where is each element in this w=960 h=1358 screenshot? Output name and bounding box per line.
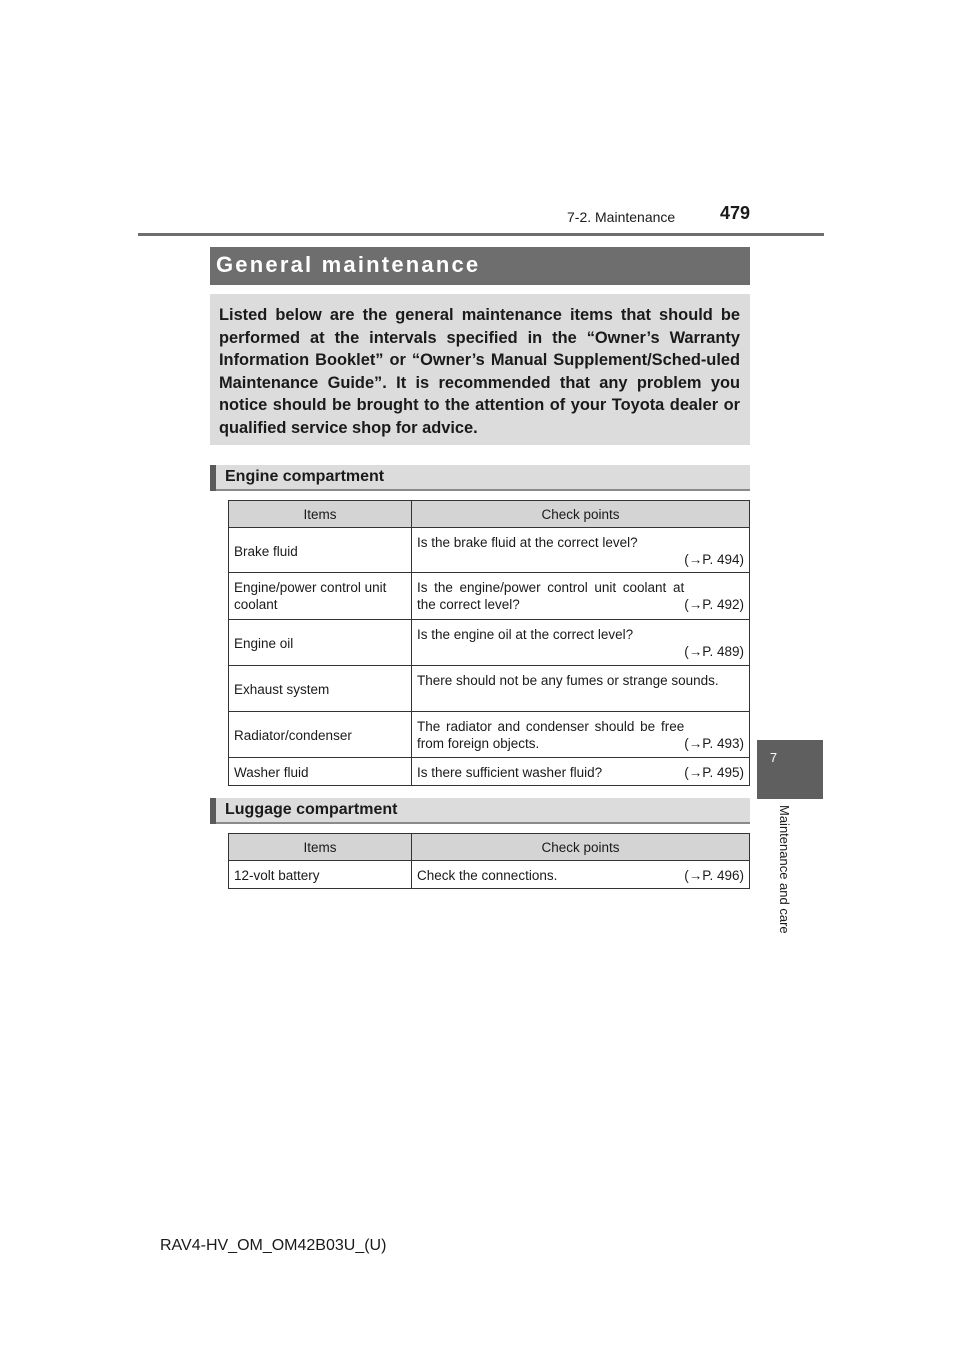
luggage-compartment-heading (210, 798, 750, 824)
luggage-compartment-heading-text: Luggage compartment (225, 801, 398, 818)
chapter-tab (757, 740, 823, 799)
check-cell (412, 758, 750, 786)
page-reference: (→P. 493) (684, 736, 744, 751)
check-cell (412, 528, 750, 573)
header-divider (138, 233, 824, 236)
page-reference: (→P. 492) (684, 597, 744, 612)
table-row (229, 758, 750, 786)
intro-box (210, 294, 750, 445)
item-cell: 12-volt battery (229, 861, 412, 889)
table-header-row (229, 834, 750, 861)
check-text: Is the engine oil at the correct level? (417, 627, 634, 642)
engine-compartment-heading (210, 465, 750, 491)
page-reference: (→P. 494) (684, 552, 744, 567)
table-header-row (229, 501, 750, 528)
check-cell (412, 620, 750, 666)
item-cell: Radiator/condenser (229, 712, 412, 758)
column-header-items: Items (229, 834, 412, 861)
intro-text: Listed below are the general maintenance items that should be performed at the intervals specified in the “Owner’s Warranty Information Booklet” or “Owner’s Manual Supplement/Sched-uled Maintenance Guide”. It is recommended that any problem you notice should be brought to the attention of your Toyota dealer or qualified service shop for advice. (219, 306, 740, 437)
engine-compartment-heading-text: Engine compartment (225, 468, 385, 485)
check-cell (412, 573, 750, 620)
document-code: RAV4-HV_OM_OM42B03U_(U) (160, 1237, 387, 1254)
table-row (229, 712, 750, 758)
page-number: 479 (720, 203, 751, 223)
page-reference: (→P. 495) (684, 765, 744, 780)
page-title: General maintenance (216, 252, 481, 277)
column-header-items: Items (229, 501, 412, 528)
check-cell (412, 861, 750, 889)
table-row (229, 861, 750, 889)
item-cell: Engine oil (229, 620, 412, 666)
check-text: The radiator and condenser should be free from foreign objects. (417, 719, 685, 751)
chapter-number: 7 (769, 750, 778, 765)
item-cell: Engine/power control unit coolant (229, 573, 412, 620)
luggage-compartment-table (228, 833, 750, 889)
item-cell: Exhaust system (229, 666, 412, 712)
check-text: There should not be any fumes or strange sounds. (417, 673, 719, 688)
column-header-check-points: Check points (412, 501, 750, 528)
check-text: Is there sufficient washer fluid? (417, 765, 603, 780)
check-cell (412, 666, 750, 712)
check-cell (412, 712, 750, 758)
item-cell: Brake fluid (229, 528, 412, 573)
section-title: 7-2. Maintenance (567, 209, 676, 225)
item-cell: Washer fluid (229, 758, 412, 786)
table-row (229, 528, 750, 573)
table-row (229, 666, 750, 712)
table-row (229, 573, 750, 620)
chapter-title: Maintenance and care (777, 805, 792, 934)
check-text: Is the engine/power control unit coolant at the correct level? (417, 580, 685, 612)
page-reference: (→P. 496) (684, 868, 744, 883)
check-text: Is the brake fluid at the correct level? (417, 535, 638, 550)
page-title-bar (210, 247, 750, 285)
page-reference: (→P. 489) (684, 644, 744, 659)
check-text: Check the connections. (417, 868, 558, 883)
table-row (229, 620, 750, 666)
engine-compartment-table (228, 500, 750, 786)
column-header-check-points: Check points (412, 834, 750, 861)
